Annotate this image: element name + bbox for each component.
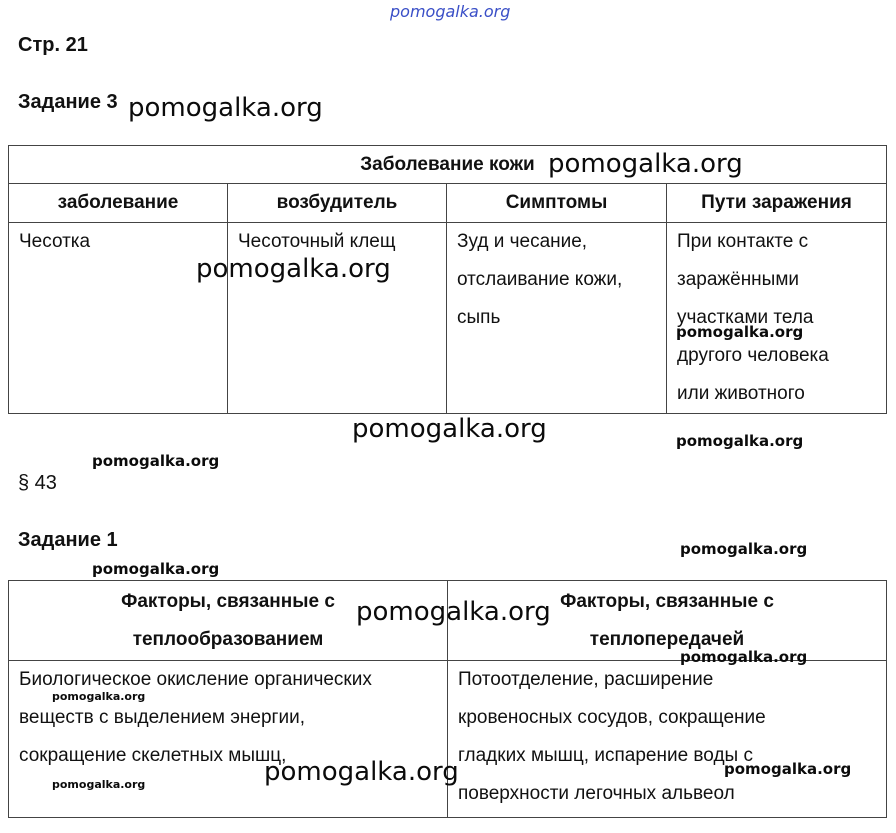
- cell-line: веществ с выделением энергии,: [19, 707, 305, 728]
- watermark: pomogalka.org: [52, 778, 146, 791]
- cell-line: заражёнными: [677, 269, 800, 290]
- watermark: pomogalka.org: [196, 254, 391, 284]
- watermark: pomogalka.org: [676, 432, 804, 450]
- cell-line: При контакте с: [677, 231, 809, 252]
- cell-line: Биологическое окисление органических: [19, 669, 372, 690]
- watermark: pomogalka.org: [680, 648, 808, 666]
- page-label: Стр. 21: [18, 34, 88, 56]
- watermark-top: pomogalka.org: [390, 2, 511, 21]
- watermark: pomogalka.org: [548, 149, 743, 179]
- watermark: pomogalka.org: [128, 93, 323, 123]
- cell-heat-transfer: [448, 661, 887, 818]
- cell-line: или животного: [677, 383, 805, 404]
- column-header-transmission: Пути заражения: [667, 184, 887, 223]
- header-line: Факторы, связанные с: [121, 590, 335, 612]
- cell-line: Зуд и чесание,: [457, 231, 588, 252]
- cell-line: сыпь: [457, 307, 501, 328]
- column-header-disease: заболевание: [9, 184, 228, 223]
- skin-disease-table: [8, 145, 887, 414]
- cell-line: сокращение скелетных мышц,: [19, 745, 287, 766]
- cell-line: другого человека: [677, 345, 829, 366]
- cell-line: Чесоточный клещ: [238, 231, 396, 252]
- cell-symptoms: [447, 223, 667, 414]
- task3-heading: Задание 3: [18, 91, 118, 113]
- header-line: теплообразованием: [132, 628, 324, 650]
- watermark: pomogalka.org: [680, 540, 808, 558]
- cell-disease: [9, 223, 228, 414]
- column-header-pathogen: возбудитель: [228, 184, 447, 223]
- cell-transmission: [667, 223, 887, 414]
- cell-heat-production: [9, 661, 448, 818]
- watermark: pomogalka.org: [92, 452, 220, 470]
- header-line: теплопередачей: [589, 628, 745, 650]
- task1-heading: Задание 1: [18, 529, 118, 551]
- cell-line: отслаивание кожи,: [457, 269, 623, 290]
- section-number: § 43: [18, 472, 57, 494]
- cell-line: участками тела: [677, 307, 814, 328]
- column-header-symptoms: Симптомы: [447, 184, 667, 223]
- watermark: pomogalka.org: [52, 690, 146, 703]
- table-title: Заболевание кожи: [9, 146, 887, 184]
- watermark: pomogalka.org: [724, 760, 852, 778]
- cell-line: кровеносных сосудов, сокращение: [458, 707, 766, 728]
- table-row: [9, 223, 887, 414]
- watermark: pomogalka.org: [92, 560, 220, 578]
- watermark: pomogalka.org: [356, 597, 551, 627]
- watermark: pomogalka.org: [352, 414, 547, 444]
- header-line: Факторы, связанные с: [560, 590, 774, 612]
- cell-pathogen: [228, 223, 447, 414]
- cell-line: Потоотделение, расширение: [458, 669, 714, 690]
- watermark: pomogalka.org: [264, 757, 459, 787]
- table-row: [9, 661, 887, 818]
- cell-line: Чесотка: [19, 231, 91, 252]
- watermark: pomogalka.org: [676, 323, 804, 341]
- cell-line: поверхности легочных альвеол: [458, 783, 735, 804]
- cell-line: гладких мышц, испарение воды с: [458, 745, 753, 766]
